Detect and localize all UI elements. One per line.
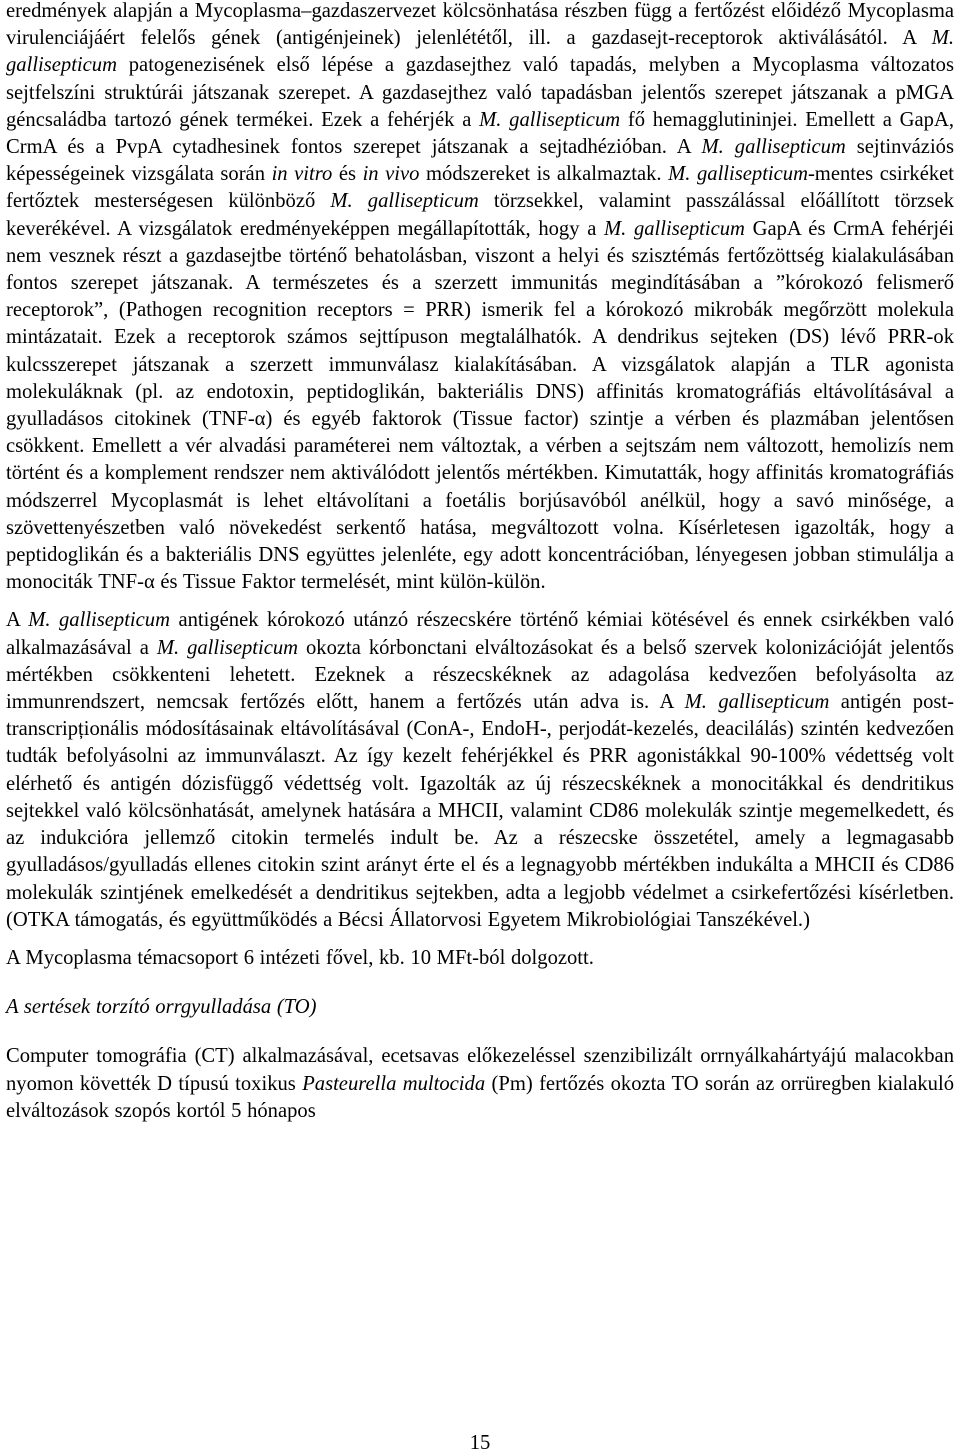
text-run: GapA és CrmA fehérjéi nem vesznek részt a gazdasejtbe történő behatolásban, viszont a helyi és szisztémás fertőzöttség kialakulásában fontos szerepet játszanak. A természetes és a szerzett immunitás megindításában a ”kórokozó felismerő receptorok”, (Pathogen recognition receptors = PRR) ismerik fel a kórokozó mikrobák megőrzött molekula mintázatait. Ezek a receptorok számos sejttípuson megtalálhatók. A dendrikus sejteken (DS) lévő PRR-ok kulcsszerepet játszanak a szerzett immunválasz kialakításában. A vizsgálatok alapján a TLR agonista molekuláknak (pl. az endotoxin, peptidoglikán, bakteriális DNS) affinitás kromatográfiás eltávolításával a gyulladásos citokinek (TNF-α) és egyéb faktorok (Tissue factor) szintje a vérben és plazmában jelentősen csökkent. Emellett a vér alvadási paraméterei nem változtak, a vérben a sejtszám nem változott, hemolizís nem történt és a komplement rendszer nem aktiválódott jelentős mértékben. Kimutatták, hogy affinitás kromatográfiás módszerrel Mycoplasmát is lehet eltávolítani a foetális borjúsavóból anélkül, hogy a savó minősége, a szövettenyészetben való növekedést serkentő hatása, megváltozott volna. Kísérletesen igazolták, hogy a peptidoglikán és a bakteriális DNS együttes jelenléte, egy adott koncentrációban, lényegesen jobban stimulálja a monociták TNF-α és Tissue Faktor termelését, mint külön-külön. <box>6 217 954 594</box>
text-run: patogenezisének első lépése a gazdasejthez való tapadás, melyben a Mycoplasma változatos sejtfelszíni struktúrái játszanak szerepet. A gazdasejthez való tapadásban jelentős szerepet játszanak a pMGA géncsaládba tartozó gének termékei. Ezek a fehérjék a <box>6 54 954 131</box>
section-heading-atrophic-rhinitis <box>6 994 954 1021</box>
page-number: 15 <box>469 1432 491 1454</box>
text-run: A sertések torzító orrgyulladása (TO) <box>6 996 317 1019</box>
paragraph-mycoplasma-group <box>6 945 954 972</box>
italic-text: M. gallisepticum <box>668 163 808 186</box>
paragraph-ct-study <box>6 1043 954 1125</box>
text-run: sejtinváziós képességeinek vizsgálata során <box>6 136 954 186</box>
text-run: A <box>6 609 29 632</box>
text-run: okozta kórbonctani elváltozásokat és a belső szervek kolonizációját jelentős mértékben csökkenteni lehetett. Ezeknek a részecskéknek az adagolása kedvezően befolyásolta az immunrendszert, nemcsak fertőzés előtt, hanem a fertőzés után adva is. A <box>6 636 954 714</box>
document-body <box>6 0 954 1125</box>
italic-text: in vivo <box>362 163 420 186</box>
text-run: (Pm) fertőzés okozta TO során az orrüregben kialakuló elváltozások szopós kortól 5 hónapos <box>6 1072 954 1122</box>
text-run: törzsekkel, valamint passzálással előállított törzsek keverékével. A vizsgálatok eredményeképpen megállapították, hogy a <box>6 190 954 240</box>
text-run: antigének kórokozó utánzó részecskére történő kémiai kötésével és ennek csirkékben való alkalmazásával a <box>6 609 954 659</box>
italic-text: Pasteurella multocida <box>302 1072 486 1095</box>
italic-text: M. gallisepticum <box>330 190 479 213</box>
italic-text: M. gallisepticum <box>156 636 299 659</box>
text-run: és <box>332 163 363 186</box>
text-run: eredmények alapján a Mycoplasma–gazdaszervezet kölcsönhatása részben függ a fertőzést előidéző Mycoplasma virulenciájáért felelős gének (antigénjeinek) jelenlététől, ill. a gazdasejt-receptorok aktiválásától. A <box>6 0 954 50</box>
italic-text: M. gallisepticum <box>701 136 846 159</box>
italic-text: M. gallisepticum <box>604 217 745 240</box>
paragraph-mycoplasma-pathogenesis <box>6 0 954 596</box>
italic-text: M. gallisepticum <box>6 27 954 77</box>
text-run: A Mycoplasma témacsoport 6 intézeti fővel, kb. 10 MFt-ból dolgozott. <box>6 946 594 969</box>
text-run: módszereket is alkalmaztak. <box>419 163 669 186</box>
italic-text: M. gallisepticum <box>28 609 170 632</box>
italic-text: M. gallisepticum <box>479 108 621 131</box>
text-run: Computer tomográfia (CT) alkalmazásával, ecetsavas előkezeléssel szenzibilizált orrnyálkahártyájú malacokban nyomon követték D típusú toxikus <box>6 1045 954 1095</box>
text-run: -mentes csirkéket fertőztek mesterségesen különböző <box>6 163 955 213</box>
text-run: fő hemagglutininjei. Emellett a GapA, CrmA és a PvpA cytadhesinek fontos szerepet játszanak a sejtadhézióban. A <box>6 108 954 159</box>
italic-text: M. gallisepticum <box>684 691 830 714</box>
italic-text: in vitro <box>271 163 333 186</box>
text-run: antigén post-transcripționális módosításainak eltávolításával (ConA-, EndoH-, perjodát-kezelés, deacilálás) szintén kedvezően tudták befolyásolni az immunválaszt. Az így kezelt fehérjékkel és PRR agonistákkal 90-100% védettség volt elérhető és antigén dózisfüggő védettség volt. Igazolták az új részecskéknek a monocitákkal és dendritikus sejtekkel való kölcsönhatását, amelynek hatására a MHCII, valamint CD86 molekulák szintje megemelkedett, és az indukcióra jellemző citokin termelés indult be. Az a részecske összetétel, amely a legmagasabb gyulladásos/gyulladás ellenes citokin szint arányt érte el és a legnagyobb mértékben indukálta a MHCII és CD86 molekulák szintjének emelkedését a dendritikus sejtekben, adta a legjobb védelmet a csirkefertőzési kísérletben. (OTKA támogatás, és együttműködés a Bécsi Állatorvosi Egyetem Mikrobiológiai Tanszékével.) <box>6 691 954 931</box>
paragraph-mycoplasma-antigens <box>6 607 954 933</box>
